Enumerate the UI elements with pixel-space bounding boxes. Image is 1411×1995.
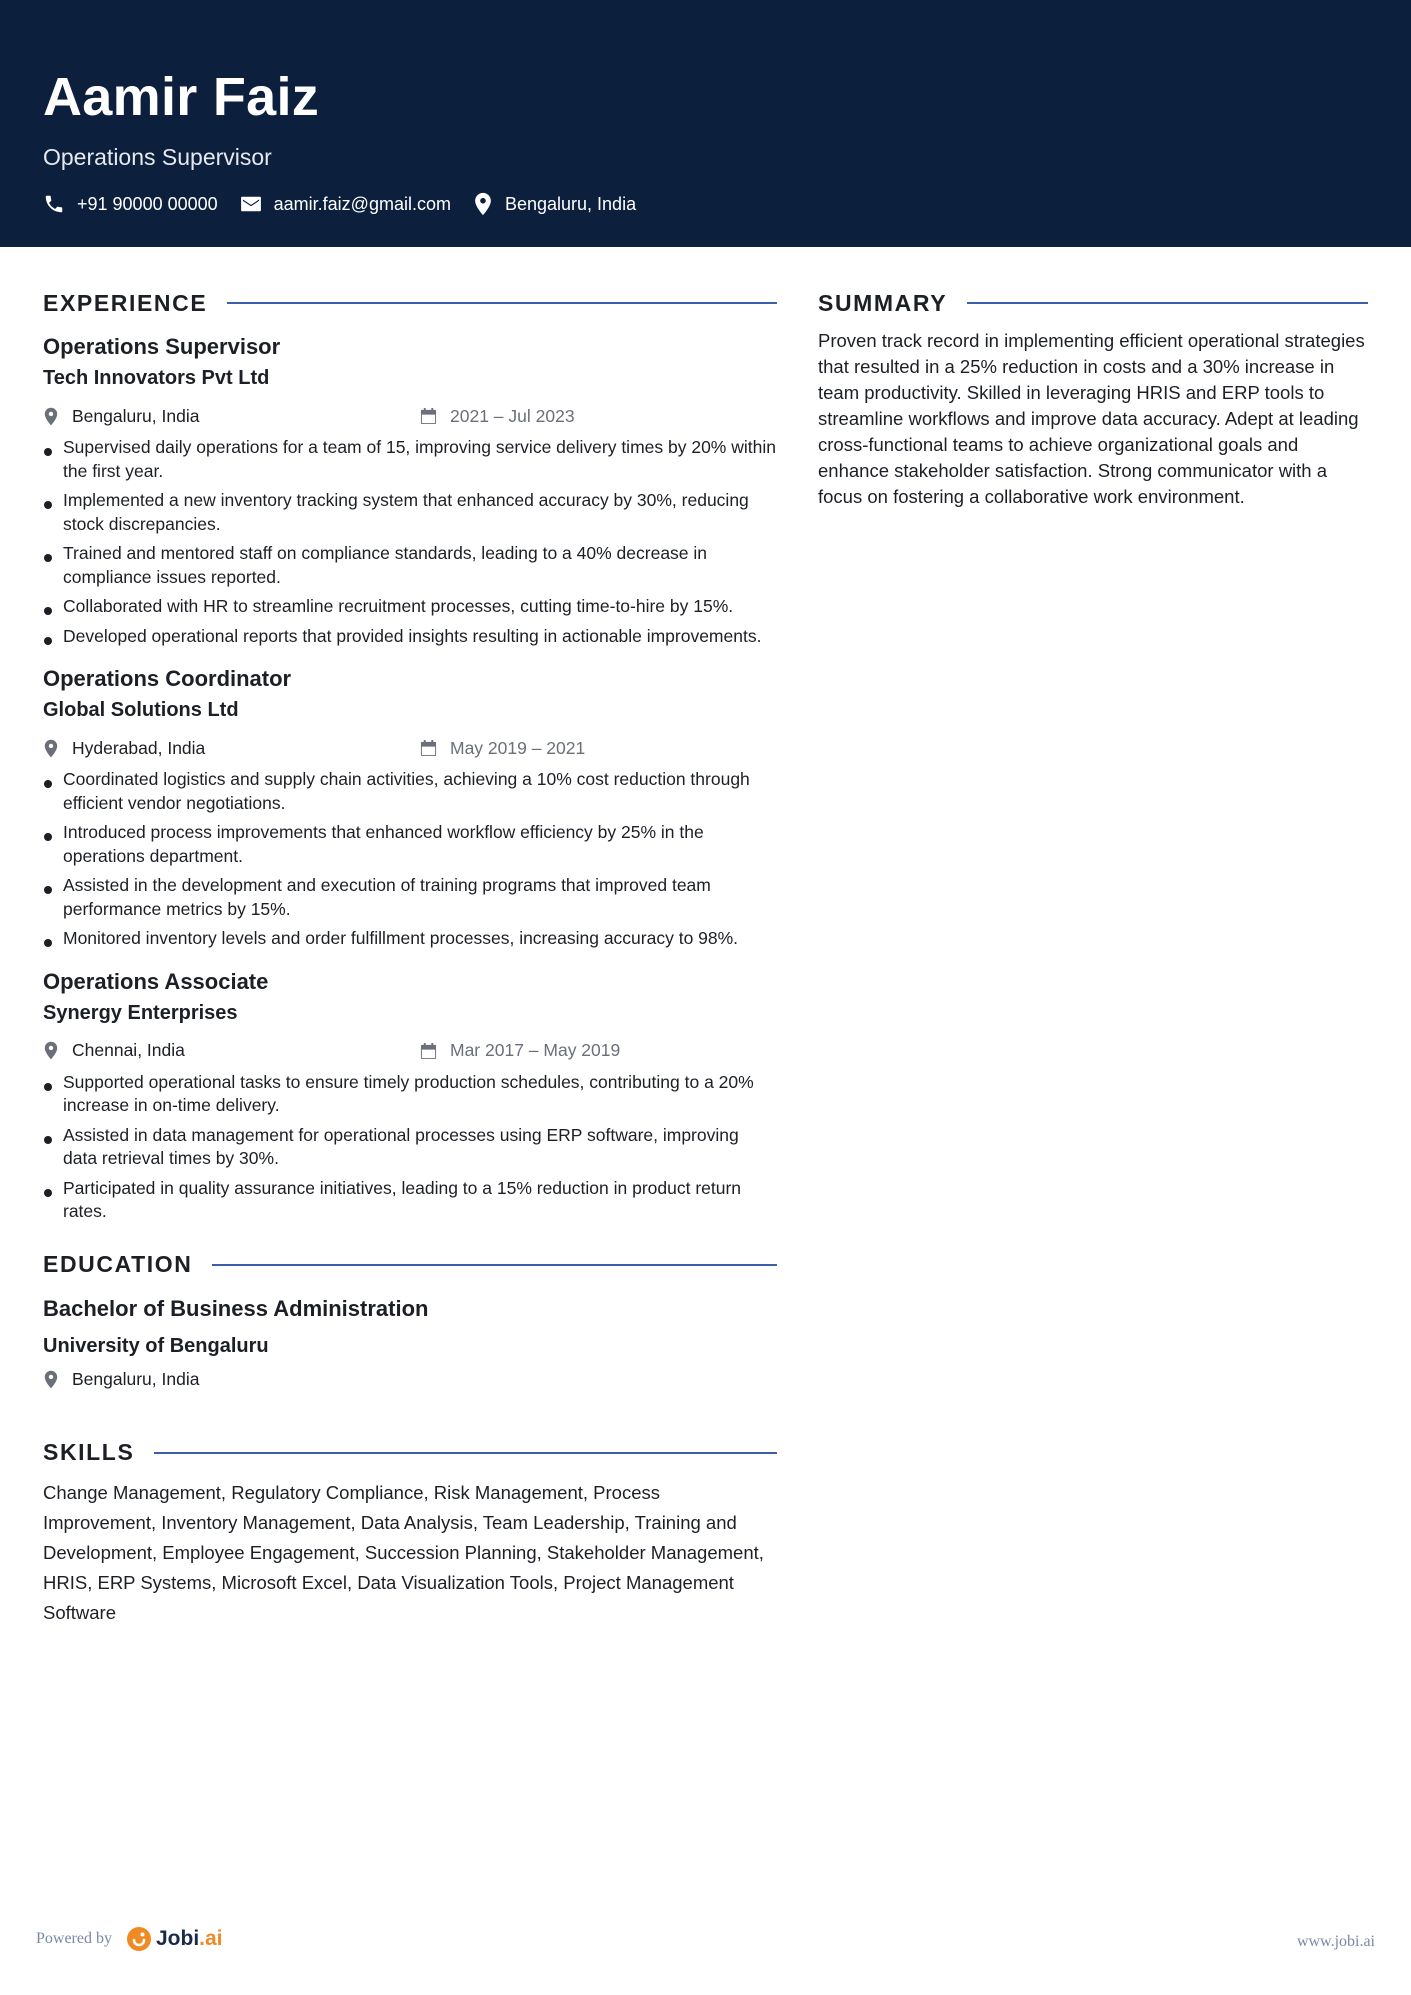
candidate-name: Aamir Faiz [43, 67, 320, 127]
job-location [43, 406, 420, 427]
jobi-logo[interactable] [126, 1926, 223, 1952]
powered-by [36, 1926, 223, 1952]
resume-header [0, 0, 1411, 247]
section-divider [967, 302, 1368, 304]
degree-title: Bachelor of Business Administration [43, 1295, 429, 1321]
company-name: Global Solutions Ltd [43, 699, 239, 721]
contact-location [473, 192, 636, 216]
education-heading [43, 1250, 777, 1280]
brand-name: Jobi [155, 1927, 200, 1950]
list-item: Trained and mentored staff on compliance standards, leading to a 40% decrease in compliance issues reported. [43, 542, 777, 589]
job-meta [43, 1039, 777, 1063]
job-dates [420, 1040, 620, 1061]
location-pin-icon [473, 192, 493, 216]
section-title: EXPERIENCE [43, 289, 208, 316]
list-item: Supported operational tasks to ensure timely production schedules, contributing to a 20% increase in on-time delivery. [43, 1071, 777, 1118]
experience-heading [43, 288, 777, 318]
list-item: Monitored inventory levels and order fulfillment processes, increasing accuracy to 98%. [43, 927, 777, 951]
location-pin-icon [43, 407, 59, 426]
job-title: Operations Associate [43, 968, 269, 994]
right-column [818, 288, 1368, 510]
experience-item [43, 332, 777, 648]
job-location-text: Chennai, India [72, 1040, 185, 1060]
skills-list: Change Management, Regulatory Compliance, Risk Management, Process Improvement, Inventory Management, Data Analysis, Team Leadership, Training and Development, Employee Engagement, Succession Planning, Stakeholder Management, HRIS, ERP Systems, Microsoft Excel, Data Visualization Tools, Project Management Software [43, 1481, 764, 1623]
section-divider [154, 1452, 777, 1454]
company-name: Tech Innovators Pvt Ltd [43, 367, 270, 389]
left-column [43, 288, 777, 1628]
job-title: Operations Supervisor [43, 334, 281, 359]
job-title: Operations Coordinator [43, 666, 292, 691]
list-item: Supervised daily operations for a team of 15, improving service delivery times by 20% within the first year. [43, 436, 777, 483]
list-item: Collaborated with HR to streamline recruitment processes, cutting time-to-hire by 15%. [43, 595, 777, 619]
summary-text: Proven track record in implementing efficient operational strategies that resulted in a 25% reduction in costs and a 30% increase in team productivity. Skilled in leveraging HRIS and ERP tools to streamline workflows and improve data accuracy. Adept at leading cross-functional teams to achieve organizational goals and enhance stakeholder satisfaction. Strong communicator with a focus on fostering a collaborative work environment. [818, 330, 1365, 507]
contact-row [43, 192, 658, 216]
mail-icon [240, 195, 262, 213]
website-link[interactable]: www.jobi.ai [1296, 1933, 1375, 1950]
job-location [43, 738, 420, 759]
calendar-icon [420, 739, 437, 757]
summary-heading [818, 288, 1368, 318]
section-title: EDUCATION [43, 1251, 193, 1277]
job-meta [43, 736, 777, 760]
experience-item [43, 967, 777, 1224]
location-pin-icon [43, 1041, 59, 1060]
list-item: Coordinated logistics and supply chain activities, achieving a 10% cost reduction through efficient vendor negotiations. [43, 768, 777, 815]
list-item: Developed operational reports that provided insights resulting in actionable improvements. [43, 625, 777, 649]
achievement-list [43, 1071, 777, 1224]
location-text: Bengaluru, India [504, 193, 637, 214]
phone-icon [43, 193, 65, 215]
section-title: SUMMARY [818, 289, 948, 316]
calendar-icon [420, 407, 437, 425]
achievement-list [43, 436, 777, 648]
list-item: Assisted in the development and execution of training programs that improved team performance metrics by 15%. [43, 874, 777, 921]
email-text: aamir.faiz@gmail.com [273, 193, 451, 214]
job-dates-text: 2021 – Jul 2023 [450, 405, 575, 426]
education-item [43, 1294, 777, 1392]
jobi-logo-icon [126, 1926, 152, 1952]
section-divider [227, 302, 777, 304]
job-dates-text: Mar 2017 – May 2019 [450, 1040, 621, 1060]
contact-phone[interactable] [43, 193, 218, 215]
powered-by-label: Powered by [36, 1930, 112, 1947]
list-item: Implemented a new inventory tracking system that enhanced accuracy by 30%, reducing stock discrepancies. [43, 489, 777, 536]
section-divider [212, 1264, 777, 1266]
job-location [43, 1040, 420, 1061]
location-pin-icon [43, 739, 59, 758]
job-location-text: Bengaluru, India [72, 405, 200, 426]
education-meta [43, 1368, 777, 1392]
calendar-icon [420, 1042, 437, 1060]
company-name: Synergy Enterprises [43, 1001, 238, 1024]
achievement-list [43, 768, 777, 951]
education-location [43, 1369, 420, 1390]
list-item: Introduced process improvements that enhanced workflow efficiency by 25% in the operations department. [43, 821, 777, 868]
contact-email[interactable] [240, 194, 451, 215]
candidate-title: Operations Supervisor [43, 144, 272, 170]
experience-item [43, 664, 777, 951]
school-name: University of Bengaluru [43, 1334, 269, 1357]
list-item: Participated in quality assurance initiatives, leading to a 15% reduction in product return rates. [43, 1177, 777, 1224]
list-item: Assisted in data management for operational processes using ERP software, improving data retrieval times by 30%. [43, 1124, 777, 1171]
job-dates [420, 406, 575, 427]
brand-suffix: .ai [199, 1927, 223, 1950]
location-pin-icon [43, 1370, 59, 1389]
skills-heading [43, 1438, 777, 1468]
section-title: SKILLS [43, 1439, 135, 1465]
job-dates-text: May 2019 – 2021 [450, 737, 586, 758]
job-location-text: Hyderabad, India [72, 737, 206, 758]
job-meta [43, 404, 777, 428]
education-location-text: Bengaluru, India [72, 1369, 200, 1389]
job-dates [420, 738, 585, 759]
phone-text: +91 90000 00000 [77, 193, 218, 214]
